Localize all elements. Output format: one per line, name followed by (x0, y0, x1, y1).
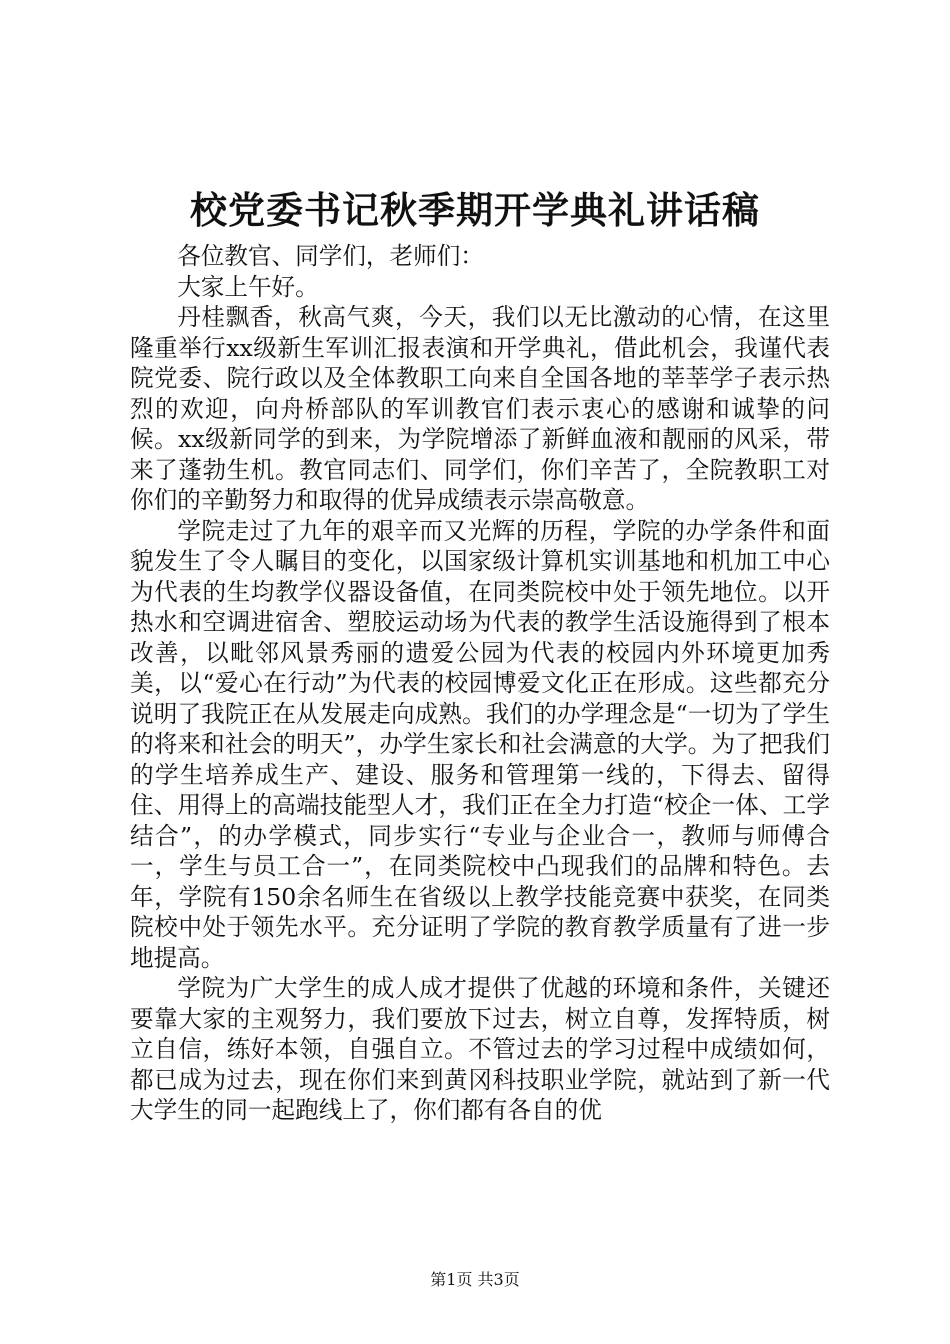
body-paragraph: 学院为广大学生的成人成才提供了优越的环境和条件，关键还要靠大家的主观努力，我们要放下过去，树立自尊，发挥特质，树立自信，练好本领，自强自立。不管过去的学习过程中成绩如何，都已成为过去，现在你们来到黄冈科技职业学院，就站到了新一代大学生的同一起跑线上了，你们都有各自的优 (130, 974, 830, 1124)
body-paragraph: 丹桂飘香，秋高气爽，今天，我们以无比激动的心情，在这里隆重举行xx级新生军训汇报表演和开学典礼，借此机会，我谨代表院党委、院行政以及全体教职工向来自全国各地的莘莘学子表示热烈的欢迎，向舟桥部队的军训教官们表示衷心的感谢和诚挚的问候。xx级新同学的到来，为学院增添了新鲜血液和靓丽的风采，带来了蓬勃生机。教官同志们、同学们，你们辛苦了，全院教职工对你们的辛勤努力和取得的优异成绩表示崇高敬意。 (130, 303, 830, 514)
document-title: 校党委书记秋季期开学典礼讲话稿 (190, 188, 760, 232)
salutation: 各位教官、同学们，老师们： (177, 242, 484, 270)
greeting: 大家上午好。 (177, 272, 319, 301)
page-footer: 第1页 共3页 (430, 1270, 520, 1289)
body-paragraph: 学院走过了九年的艰辛而又光辉的历程，学院的办学条件和面貌发生了令人瞩目的变化，以国家级计算机实训基地和机加工中心为代表的生均教学仪器设备值，在同类院校中处于领先地位。以开热水和空调进宿舍、塑胶运动场为代表的教学生活设施得到了根本改善，以毗邻风景秀丽的遗爱公园为代表的校园内外环境更加秀美，以“爱心在行动”为代表的校园博爱文化正在形成。这些都充分说明了我院正在从发展走向成熟。我们的办学理念是“一切为了学生的将来和社会的明天”，办学生家长和社会满意的大学。为了把我们的学生培养成生产、建设、服务和管理第一线的，下得去、留得住、用得上的高端技能型人才，我们正在全力打造“校企一体、工学结合”，的办学模式，同步实行“专业与企业合一，教师与师傅合一，学生与员工合一”，在同类院校中凸现我们的品牌和特色。去年，学院有150余名师生在省级以上教学技能竞赛中获奖，在同类院校中处于领先水平。充分证明了学院的教育教学质量有了进一步地提高。 (130, 516, 830, 972)
document-body (130, 241, 830, 1126)
